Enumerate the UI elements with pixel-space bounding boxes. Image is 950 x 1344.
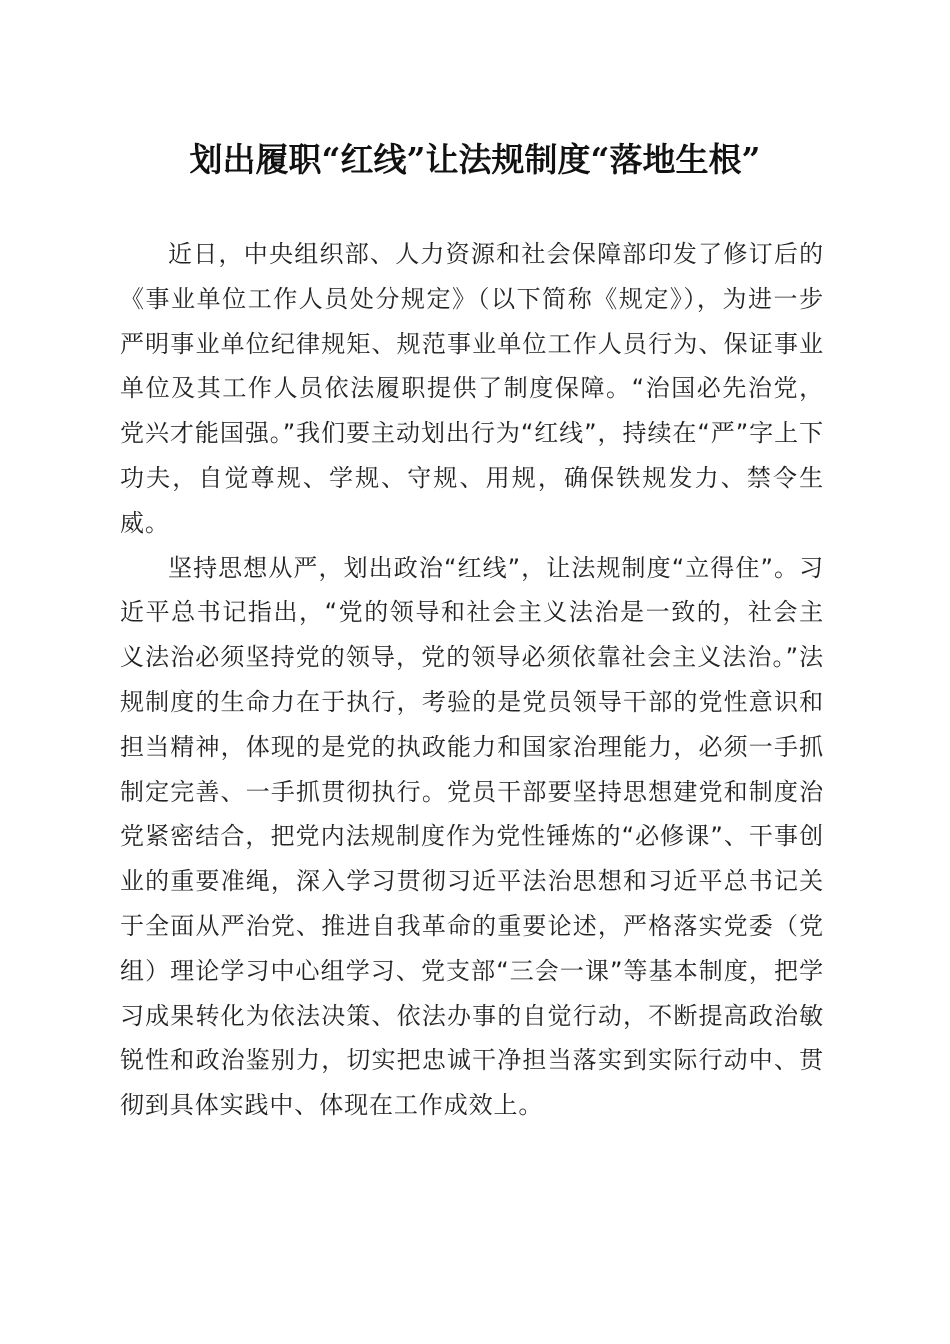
document-body <box>120 232 824 1128</box>
document-title: 划出履职“红线”让法规制度“落地生根” <box>189 140 761 179</box>
paragraph-2: 坚持思想从严，划出政治“红线”，让法规制度“立得住”。习近平总书记指出，“党的领导和社会主义法治是一致的，社会主义法治必须坚持党的领导，党的领导必须依靠社会主义法治。”法规制度的生命力在于执行，考验的是党员领导干部的党性意识和担当精神，体现的是党的执政能力和国家治理能力，必须一手抓制定完善、一手抓贯彻执行。党员干部要坚持思想建党和制度治党紧密结合，把党内法规制度作为党性锤炼的“必修课”、干事创业的重要准绳，深入学习贯彻习近平法治思想和习近平总书记关于全面从严治党、推进自我革命的重要论述，严格落实党委（党组）理论学习中心组学习、党支部“三会一课”等基本制度，把学习成果转化为依法决策、依法办事的自觉行动，不断提高政治敏锐性和政治鉴别力，切实把忠诚干净担当落实到实际行动中、贯彻到具体实践中、体现在工作成效上。 <box>120 553 824 1120</box>
paragraph-1: 近日，中央组织部、人力资源和社会保障部印发了修订后的《事业单位工作人员处分规定》（以下简称《规定》），为进一步严明事业单位纪律规矩、规范事业单位工作人员行为、保证事业单位及其工作人员依法履职提供了制度保障。“治国必先治党，党兴才能国强。”我们要主动划出行为“红线”，持续在“严”字上下功夫，自觉尊规、学规、守规、用规，确保铁规发力、禁令生威。 <box>120 240 824 537</box>
